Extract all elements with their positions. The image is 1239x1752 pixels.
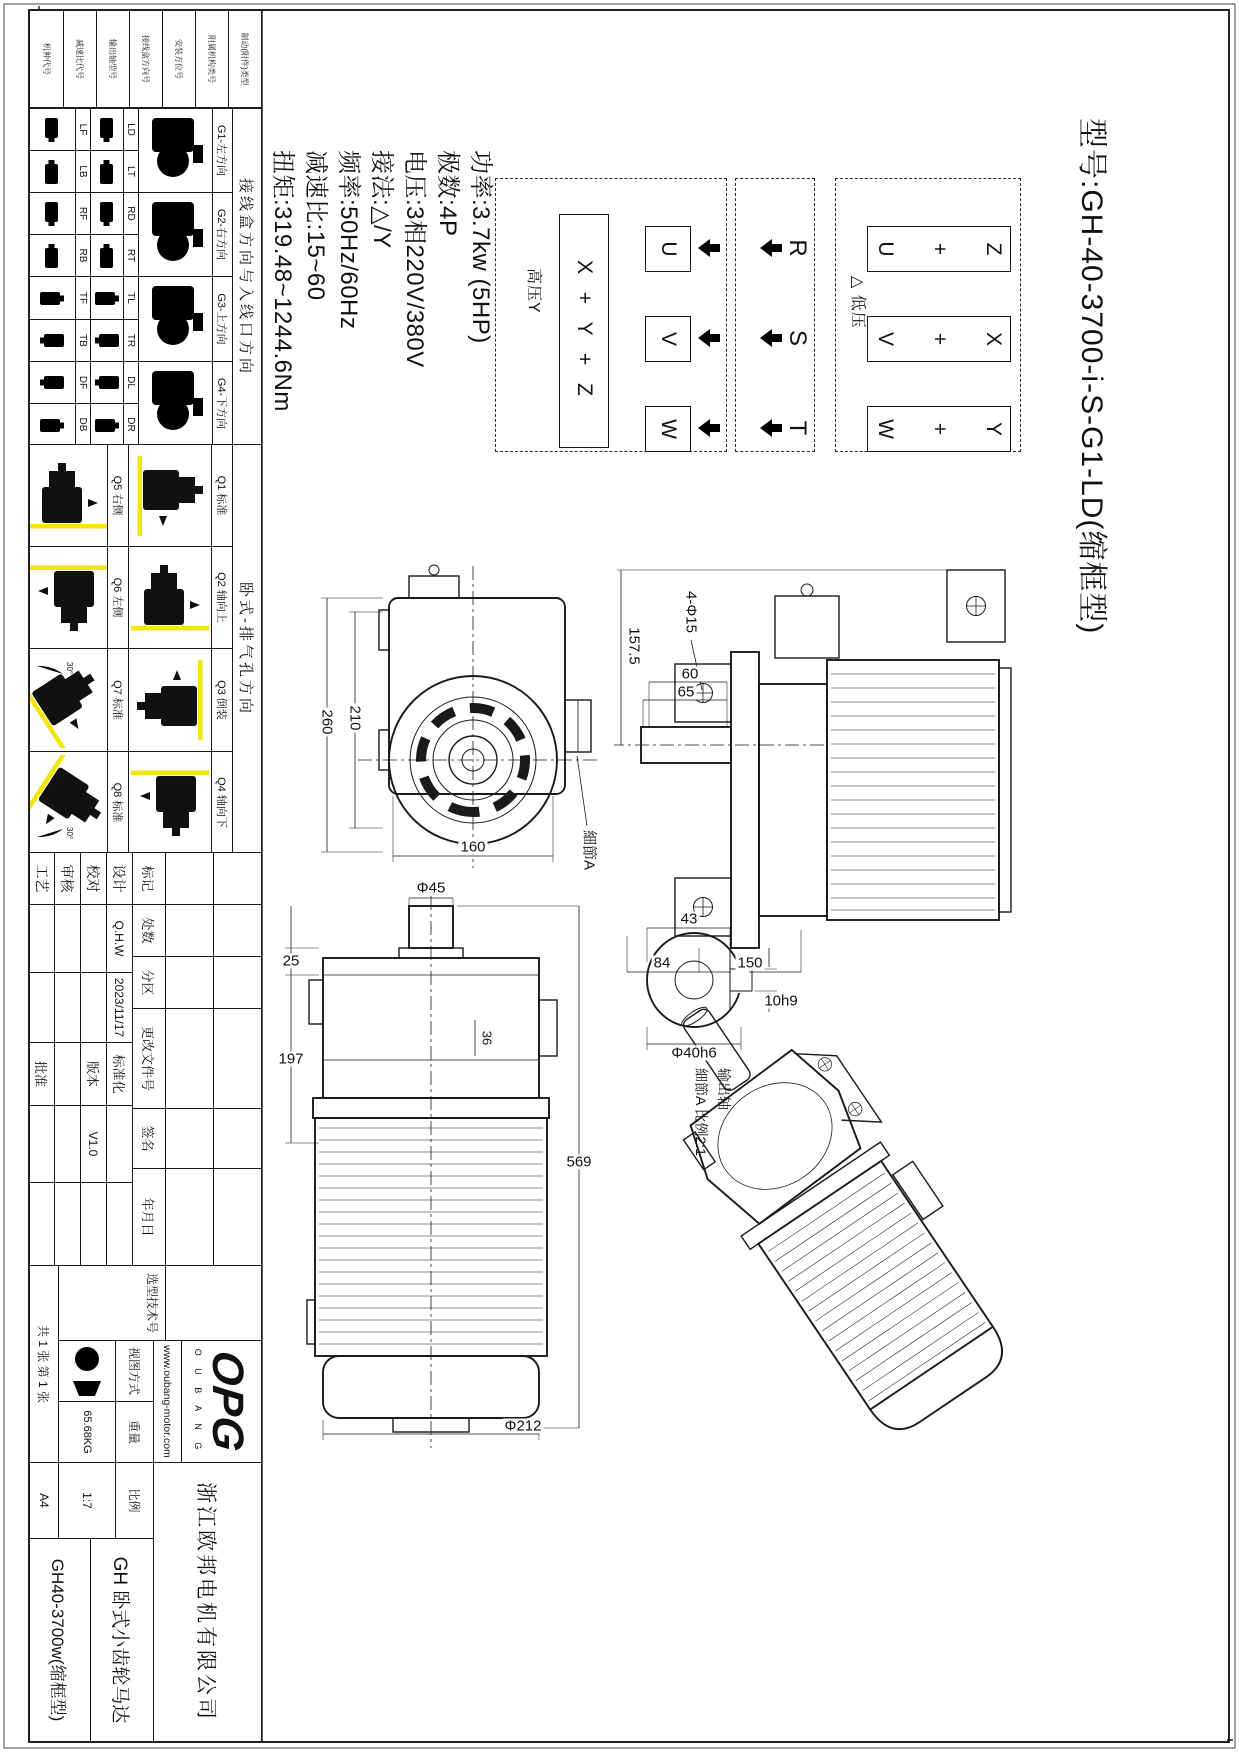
motor-face-icon [138,108,213,193]
dim-label-160: 160 [460,838,486,856]
spec-ratio: 减速比:15~60 [302,150,329,301]
view-method-label: 视图方式 [115,1340,154,1402]
spec-torque: 扭矩:319.48~1244.6Nm [269,150,296,412]
legend-row: 接线盒方向号 [129,10,163,108]
terminal-u: U [645,226,691,272]
shaft-detail-caption: 細節A 比例2:1 [693,1068,709,1156]
code-cell: TF [75,276,91,320]
code-cell: LB [75,150,91,193]
model-title: 型号:GH-40-3700-i-S-G1-LD(缩框型) [1075,118,1108,635]
empty-cell [80,972,107,1043]
junction-box-icon [90,361,124,404]
mount-orientation-icon [29,444,108,547]
detail-a-callout: 細節A [580,829,598,871]
standardize-label: 标准化 [106,1042,133,1106]
drawing-number: GH40-3700w(缩框型) [29,1538,91,1742]
code-cell: DL [123,361,139,404]
rev-header: 更改文件号 [132,1008,166,1109]
phase-s: S [784,329,811,347]
rev-empty-cell [165,956,214,1009]
mount-orientation-icon [128,444,212,547]
empty-cell [80,904,107,973]
product-title: GH 卧式小齿轮马达 [90,1538,154,1742]
rev-header: 签名 [132,1108,166,1169]
dim-label-40h6: Φ40h6 [671,1044,717,1062]
rev-empty-cell [165,1168,214,1266]
dim-label-260: 260 [318,709,336,735]
down-arrow-icon [759,328,783,348]
empty-cell [54,1182,81,1266]
down-arrow-icon [697,238,721,258]
plus-sign: + [928,422,951,436]
spec-poles: 极数:4P [434,150,461,237]
empty-cell [106,1182,133,1266]
low-voltage-label: △ 低压 [849,276,866,329]
terminal-pair-xv [867,316,1011,362]
craft-label: 工艺 [29,852,55,905]
terminal-letter: W [874,419,897,439]
view-isometric [622,954,1036,1447]
rev-empty-cell [165,1008,214,1109]
q-label: Q3 倒装 [211,648,233,752]
design-date: 2023/11/17 [106,972,133,1043]
mount-orientation-icon [29,648,108,752]
q-label: Q5 右侧 [107,444,129,547]
dim-label-569: 569 [566,1153,592,1171]
wiring-phase-box [735,178,815,452]
star-bar: X + Y + Z [559,214,609,448]
version-value: V1.0 [80,1105,107,1183]
empty-cell [165,1265,262,1341]
mount-orientation-icon [29,751,108,854]
empty-cell [54,1105,81,1183]
code-cell: LF [75,108,91,151]
g2-label: G2-右方向 [212,192,233,277]
q-label: Q6 左侧 [107,546,129,649]
design-signature: Q.H.W [106,904,133,973]
terminal-letter: Z [982,242,1005,256]
rev-empty-cell [213,1008,262,1109]
g1-label: G1-左方向 [212,108,233,193]
terminal-letter: Y [982,421,1005,436]
motor-face-icon [138,192,213,277]
terminal-v: V [645,316,691,362]
dim-label-shaft-dia: Φ45 [416,879,446,897]
down-arrow-icon [697,418,721,438]
rev-header: 年月日 [132,1168,166,1266]
junction-orientation-table [29,108,262,446]
dim-label-43: 43 [680,910,698,928]
view-shaft-detail [647,928,777,1050]
rev-empty-cell [165,1108,214,1169]
design-label: 设计 [106,852,133,905]
empty-cell [106,1105,133,1183]
terminal-pair-zu [867,226,1011,272]
rev-empty-cell [165,852,214,905]
code-cell: TL [123,276,139,320]
legend-table [29,10,262,108]
dim-label-197: 197 [278,1050,304,1068]
exhaust-orientation-table [29,444,262,854]
junction-box-icon [90,319,124,362]
legend-row: 输出轴型号 [96,10,130,108]
shaft-detail-name: 输出轴 [716,1068,732,1110]
legend-row: 机种代号 [29,10,64,108]
dim-label-84: 84 [653,954,671,972]
version-label: 版本 [80,1042,107,1106]
view-side-elevation [614,570,1011,972]
rev-header: 处数 [132,904,166,957]
weight-value: 65.68KG [58,1401,116,1463]
title-block [29,852,262,1742]
code-cell: LT [123,150,139,193]
paper-size: A4 [29,1462,59,1539]
angle-label: 30° [65,662,75,675]
mount-orientation-icon [29,546,108,649]
dim-label-157-5: 157.5 [625,627,643,665]
terminal-pair-yw [867,406,1011,452]
junction-box-icon [29,319,76,362]
mount-orientation-icon [128,648,212,752]
rev-empty-cell [165,904,214,957]
rev-header: 分区 [132,956,166,1009]
audit-label: 审核 [54,852,81,905]
company-name: 浙江欧邦电机有限公司 [153,1462,262,1742]
phase-r: R [784,239,811,257]
code-cell: RT [123,234,139,277]
code-cell: RD [123,192,139,235]
junction-box-icon [29,234,76,277]
junction-box-icon [90,403,124,446]
code-cell: TR [123,319,139,362]
terminal-w: W [645,406,691,452]
high-voltage-label: 高压Y [525,268,542,314]
scale-label: 比例 [115,1462,154,1539]
g4-label: G4-下方向 [212,361,233,446]
empty-cell [54,904,81,973]
junction-box-icon [29,361,76,404]
junction-box-icon [29,403,76,446]
spec-frequency: 频率:50Hz/60Hz [335,150,362,330]
exhaust-header: 卧式-排气孔方向 [232,444,262,854]
check-label: 校对 [80,852,107,905]
spec-voltage: 电压:3相220V/380V [401,150,428,368]
phase-t: T [784,420,811,436]
junction-box-icon [90,234,124,277]
dim-label-key: 10h9 [764,992,798,1010]
q-label: Q4 轴向下 [211,751,233,854]
legend-row: 制动(附件)类型 [228,10,262,108]
opg-logo [181,1340,262,1463]
selection-number-label: 选型技术号 [58,1265,166,1341]
q-label: Q2 轴向上 [211,546,233,649]
sheet-count: 共 1 张 第 1 张 [29,1265,59,1463]
spec-connection: 接法:△/Y [368,150,395,249]
empty-cell [54,1042,81,1106]
down-arrow-icon [697,328,721,348]
wiring-high-voltage-box [495,178,727,452]
weight-label: 重量 [115,1401,154,1463]
legend-row: 附属机构类号 [195,10,229,108]
empty-cell [29,1182,55,1266]
empty-cell [29,972,55,1043]
code-cell: RB [75,234,91,277]
legend-row: 减速比代号 [63,10,97,108]
empty-cell [29,1105,55,1183]
empty-cell [80,1182,107,1266]
dim-label-212: Φ212 [504,1417,542,1435]
rev-empty-cell [213,956,262,1009]
junction-box-icon [29,108,76,151]
code-cell: LD [123,108,139,151]
website: www.oubang-motor.com [153,1340,182,1463]
angle-label: 30° [65,826,75,839]
junction-box-icon [90,192,124,235]
dim-label-holes: 4-Φ15 [682,591,700,633]
q-label: Q7 标准 [107,648,129,752]
junction-box-icon [90,150,124,193]
dim-label-65: 65 [677,683,695,701]
mount-orientation-icon [128,546,212,649]
code-cell: RF [75,192,91,235]
terminal-letter: V [874,331,897,346]
terminal-letter: U [874,241,897,257]
q-label: Q8 标准 [107,751,129,854]
logo-subtext: O U B A N G [193,1348,204,1455]
rev-empty-cell [213,1168,262,1266]
legend-row: 安装方位号 [162,10,196,108]
terminal-letter: X [982,331,1005,346]
g3-label: G3-上方向 [212,276,233,362]
empty-cell [54,972,81,1043]
junction-box-icon [29,276,76,320]
code-cell: DB [75,403,91,446]
logo-text: OPG [203,1348,253,1455]
rev-empty-cell [213,904,262,957]
motor-face-icon [138,361,213,446]
down-arrow-icon [759,418,783,438]
approve-label: 批准 [29,1042,55,1106]
junction-box-icon [29,192,76,235]
junction-box-icon [29,150,76,193]
motor-face-icon [138,276,213,362]
down-arrow-icon [759,238,783,258]
junction-box-icon [90,108,124,151]
code-cell: DF [75,361,91,404]
orientation-header: 接线盒方向与入线口方向 [232,108,262,446]
view-horizontal-elevation [285,896,579,1448]
junction-box-icon [90,276,124,320]
mount-orientation-icon [128,751,212,854]
rev-empty-cell [213,1108,262,1169]
rev-empty-cell [213,852,262,905]
empty-cell [29,904,55,973]
projection-symbol-icon [58,1340,116,1402]
scale-value: 1:7 [58,1462,116,1539]
plus-sign: + [928,332,951,346]
plus-sign: + [928,242,951,256]
dim-label-36: 36 [479,1030,495,1046]
code-cell: DR [123,403,139,446]
dim-label-150: 150 [737,954,763,972]
dim-label-210: 210 [346,705,364,731]
dim-label-25: 25 [282,952,300,970]
code-cell: TB [75,319,91,362]
rev-header: 标记 [132,852,166,905]
spec-power: 功率:3.7kw (5HP) [467,150,494,344]
dim-label-60: 60 [681,665,699,683]
q-label: Q1 标准 [211,444,233,547]
